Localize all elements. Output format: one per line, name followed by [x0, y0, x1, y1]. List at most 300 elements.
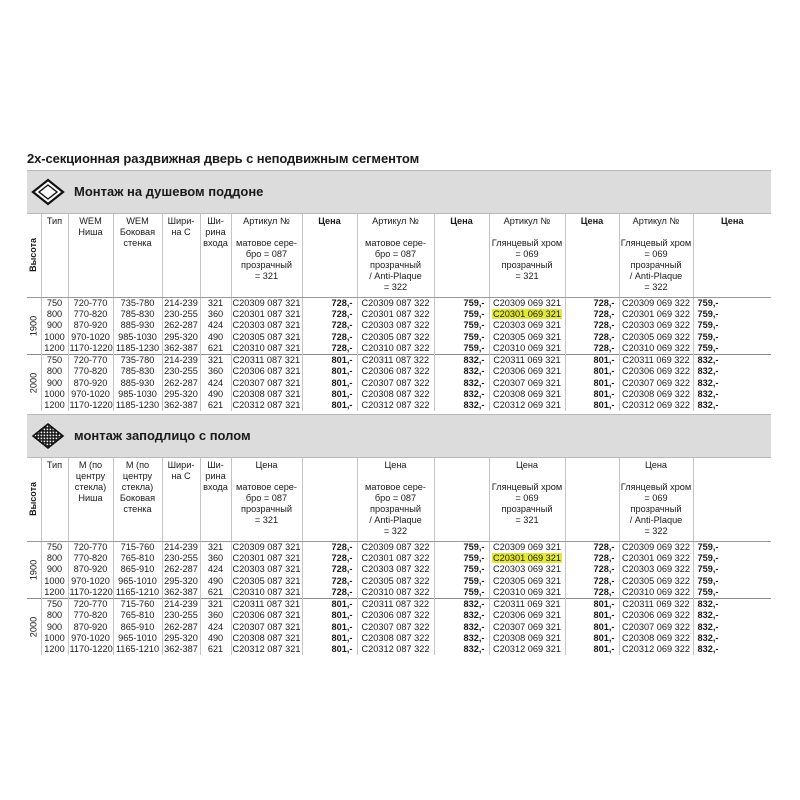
- price-table: [27, 214, 771, 411]
- spec-cell: 1200: [41, 644, 68, 655]
- price-cell: 801,-: [302, 378, 357, 389]
- spec-cell: 1000: [41, 575, 68, 586]
- price-cell: 832,-: [693, 389, 771, 400]
- spec-cell: 1165-1210: [113, 644, 162, 655]
- price-cell: 759,-: [434, 331, 489, 342]
- spec-cell: 900: [41, 622, 68, 633]
- price-cell: 759,-: [434, 297, 489, 309]
- spec-cell: 362-387: [162, 644, 200, 655]
- article-cell: C20306 087 322: [357, 610, 434, 621]
- article-4-header: Цена Глянцевый хром = 069 прозрачный / Anti-Plaque = 322: [619, 458, 693, 541]
- spec-cell: 230-255: [162, 553, 200, 564]
- spec-cell: 621: [200, 644, 231, 655]
- price-4-header: Цена: [693, 214, 771, 297]
- article-2-header: Цена матовое сере- бро = 087 прозрачный / Anti-Plaque = 322: [357, 458, 434, 541]
- price-cell: 759,-: [434, 564, 489, 575]
- highlighted-article: C20301 069 321: [493, 308, 561, 319]
- article-cell: C20309 087 322: [357, 541, 434, 553]
- article-cell: C20310 087 322: [357, 587, 434, 599]
- section-title: Монтаж на душевом поддоне: [74, 184, 264, 199]
- table-row: [27, 297, 771, 309]
- price-cell: 759,-: [693, 587, 771, 599]
- table-row: [27, 378, 771, 389]
- article-cell: C20303 087 321: [232, 564, 301, 575]
- table-row: [27, 389, 771, 400]
- spec-cell: 1185-1230: [113, 343, 162, 355]
- article-cell: C20310 069 322: [619, 587, 693, 599]
- price-cell: 801,-: [302, 366, 357, 377]
- price-cell: 832,-: [693, 366, 771, 377]
- width-c-header: Шири- на С: [162, 214, 200, 297]
- article-cell: C20309 087 321: [232, 541, 301, 552]
- article-cell: C20309 087 321: [232, 297, 301, 308]
- price-cell: 801,-: [302, 389, 357, 400]
- article-cell: C20306 069 322: [619, 610, 693, 621]
- height-value: 2000: [27, 598, 41, 655]
- price-cell: 759,-: [693, 297, 771, 309]
- article-cell: C20305 087 321: [232, 575, 301, 586]
- spec-cell: 765-810: [113, 553, 162, 564]
- spec-cell: 720-770: [68, 297, 113, 309]
- spec-cell: 295-320: [162, 633, 200, 644]
- spec-cell: 1170-1220: [69, 342, 113, 353]
- spec-cell: 750: [41, 297, 68, 309]
- price-cell: 832,-: [693, 610, 771, 621]
- spec-cell: 230-255: [162, 309, 200, 320]
- spec-cell: 1170-1220: [69, 400, 113, 411]
- spec-cell: 621: [200, 400, 231, 411]
- type-header: Тип: [41, 214, 68, 297]
- price-cell: 759,-: [434, 553, 489, 564]
- article-cell: C20305 069 321: [489, 575, 565, 586]
- article-cell: C20308 069 322: [619, 389, 693, 400]
- price-cell: 832,-: [434, 400, 489, 411]
- side-wall-header: WEM Боковая стенка: [113, 214, 162, 297]
- price-cell: 801,-: [565, 354, 619, 366]
- spec-cell: 321: [200, 598, 231, 610]
- table-row: [27, 575, 771, 586]
- spec-cell: 424: [200, 622, 231, 633]
- price-cell: 832,-: [693, 354, 771, 366]
- article-cell: C20308 087 322: [357, 389, 434, 400]
- height-header: Высота: [27, 458, 41, 541]
- section-shower-tray: [27, 170, 771, 411]
- article-cell: C20311 087 322: [357, 354, 434, 366]
- niche-header: М (по центру стекла) Ниша: [68, 458, 113, 541]
- article-cell: C20310 069 321: [489, 587, 565, 599]
- price-cell: 801,-: [565, 389, 619, 400]
- article-cell: C20310 069 322: [619, 343, 693, 355]
- spec-cell: 360: [200, 309, 231, 320]
- article-cell: C20312 069 322: [619, 400, 693, 411]
- article-cell: C20309 069 322: [619, 297, 693, 309]
- spec-cell: 715-760: [113, 598, 162, 610]
- spec-cell: 965-1010: [113, 575, 162, 586]
- article-cell: C20312 087 322: [357, 644, 434, 655]
- table-row: [27, 633, 771, 644]
- price-1-header: [302, 458, 357, 541]
- article-cell: C20308 069 322: [619, 633, 693, 644]
- price-cell: 832,-: [434, 622, 489, 633]
- price-cell: 832,-: [434, 633, 489, 644]
- price-cell: 801,-: [302, 400, 357, 411]
- spec-cell: 1000: [41, 389, 68, 400]
- spec-cell: 1165-1210: [113, 587, 162, 599]
- article-1-header: Цена матовое сере- бро = 087 прозрачный = 321: [231, 458, 302, 541]
- spec-cell: 214-239: [162, 297, 200, 309]
- price-cell: 728,-: [565, 309, 619, 320]
- price-cell: 759,-: [434, 309, 489, 320]
- spec-cell: 362-387: [162, 587, 200, 599]
- price-cell: 801,-: [302, 622, 357, 633]
- price-3-header: [565, 458, 619, 541]
- price-2-header: Цена: [434, 214, 489, 297]
- price-cell: 832,-: [693, 633, 771, 644]
- price-cell: 759,-: [693, 564, 771, 575]
- spec-cell: 360: [200, 366, 231, 377]
- article-cell: C20306 069 321: [489, 366, 565, 377]
- article-cell: C20312 087 321: [232, 644, 301, 655]
- article-cell: C20303 069 321: [489, 320, 565, 331]
- spec-cell: 785-830: [113, 366, 162, 377]
- price-cell: 728,-: [565, 343, 619, 355]
- price-1-header: Цена: [302, 214, 357, 297]
- side-wall-header: М (по центру стекла) Боковая стенка: [113, 458, 162, 541]
- article-cell: C20303 069 321: [489, 564, 565, 575]
- price-cell: 832,-: [434, 378, 489, 389]
- spec-cell: 1200: [41, 400, 68, 411]
- price-cell: 728,-: [565, 553, 619, 564]
- table-row: [27, 564, 771, 575]
- price-cell: 832,-: [434, 366, 489, 377]
- article-cell: C20310 069 321: [489, 343, 565, 355]
- article-cell: C20312 069 321: [489, 644, 565, 655]
- spec-cell: 800: [41, 610, 68, 621]
- spec-cell: 735-780: [113, 297, 162, 309]
- spec-cell: 490: [200, 633, 231, 644]
- spec-cell: 870-920: [68, 564, 113, 575]
- table-row: [27, 598, 771, 610]
- article-cell: C20307 087 321: [232, 377, 301, 388]
- article-cell: C20307 087 322: [357, 378, 434, 389]
- table-row: [27, 354, 771, 366]
- table-row: [27, 610, 771, 621]
- article-cell: C20303 087 321: [232, 320, 301, 331]
- price-cell: 728,-: [302, 297, 357, 309]
- article-cell: C20301 087 322: [357, 553, 434, 564]
- article-cell: C20309 069 321: [489, 541, 565, 553]
- spec-cell: 985-1030: [113, 331, 162, 342]
- spec-cell: 360: [200, 610, 231, 621]
- price-cell: 832,-: [693, 622, 771, 633]
- section-flush-floor: [27, 414, 771, 655]
- spec-cell: 800: [41, 309, 68, 320]
- price-cell: 832,-: [693, 400, 771, 411]
- highlighted-article: C20301 069 321: [493, 552, 561, 563]
- price-cell: 832,-: [693, 378, 771, 389]
- article-cell: C20301 087 321: [232, 552, 301, 563]
- article-cell: C20307 069 321: [489, 378, 565, 389]
- article-cell: C20308 069 321: [489, 633, 565, 644]
- spec-cell: 295-320: [162, 389, 200, 400]
- spec-cell: 214-239: [162, 598, 200, 610]
- niche-header: WEM Ниша: [68, 214, 113, 297]
- price-cell: 801,-: [565, 610, 619, 621]
- article-cell: C20303 069 322: [619, 564, 693, 575]
- spec-cell: 720-770: [68, 541, 113, 553]
- article-4-header: Артикул № Глянцевый хром = 069 прозрачный / Anti-Plaque = 322: [619, 214, 693, 297]
- price-cell: 728,-: [565, 564, 619, 575]
- spec-cell: 970-1020: [68, 331, 113, 342]
- spec-cell: 770-820: [68, 553, 113, 564]
- floor-drain-icon: [27, 415, 69, 457]
- spec-cell: 900: [41, 564, 68, 575]
- article-cell: C20310 087 321: [232, 342, 301, 353]
- price-cell: 759,-: [693, 553, 771, 564]
- height-value: 1900: [27, 541, 41, 598]
- spec-cell: 865-910: [113, 564, 162, 575]
- price-cell: 759,-: [693, 343, 771, 355]
- price-cell: 801,-: [302, 633, 357, 644]
- table-row: [27, 309, 771, 320]
- article-cell: C20305 087 322: [357, 575, 434, 586]
- article-cell: C20309 069 321: [489, 297, 565, 309]
- price-cell: 728,-: [302, 587, 357, 599]
- article-cell: C20306 087 322: [357, 366, 434, 377]
- table-row: [27, 553, 771, 564]
- price-cell: 728,-: [302, 309, 357, 320]
- price-cell: 801,-: [302, 610, 357, 621]
- article-cell: C20305 069 321: [489, 331, 565, 342]
- price-cell: 728,-: [302, 331, 357, 342]
- price-cell: 759,-: [434, 541, 489, 553]
- spec-cell: 490: [200, 575, 231, 586]
- article-cell: C20303 069 322: [619, 320, 693, 331]
- shower-tray-icon: [27, 171, 69, 213]
- spec-cell: 424: [200, 564, 231, 575]
- price-table: [27, 458, 771, 655]
- spec-cell: 750: [41, 541, 68, 553]
- price-cell: 759,-: [434, 575, 489, 586]
- price-cell: 801,-: [565, 378, 619, 389]
- spec-cell: 1000: [41, 633, 68, 644]
- article-2-header: Артикул № матовое сере- бро = 087 прозрачный / Anti-Plaque = 322: [357, 214, 434, 297]
- price-cell: 728,-: [565, 297, 619, 309]
- article-cell: C20311 087 321: [232, 599, 301, 610]
- spec-cell: 214-239: [162, 541, 200, 553]
- article-cell: C20301 069 322: [619, 553, 693, 564]
- article-cell: C20301 087 321: [232, 308, 301, 319]
- price-cell: 801,-: [565, 633, 619, 644]
- price-cell: 801,-: [565, 366, 619, 377]
- price-cell: 759,-: [693, 320, 771, 331]
- table-row: [27, 400, 771, 411]
- price-cell: 832,-: [434, 644, 489, 655]
- price-cell: 759,-: [693, 575, 771, 586]
- article-cell: C20301 087 322: [357, 309, 434, 320]
- price-cell: 832,-: [434, 598, 489, 610]
- spec-cell: 900: [41, 378, 68, 389]
- width-c-header: Шири- на С: [162, 458, 200, 541]
- article-cell: C20309 069 322: [619, 541, 693, 553]
- article-3-header: Цена Глянцевый хром = 069 прозрачный = 321: [489, 458, 565, 541]
- article-cell: C20311 069 321: [489, 354, 565, 366]
- price-cell: 759,-: [434, 343, 489, 355]
- spec-cell: 230-255: [162, 610, 200, 621]
- table-row: [27, 622, 771, 633]
- price-cell: 801,-: [565, 644, 619, 655]
- article-cell: C20301 069 322: [619, 309, 693, 320]
- table-row: [27, 587, 771, 599]
- spec-cell: 885-930: [113, 378, 162, 389]
- table-body: [27, 541, 771, 655]
- article-cell: C20306 087 321: [232, 366, 301, 377]
- price-cell: 728,-: [302, 575, 357, 586]
- table-row: [27, 343, 771, 355]
- spec-cell: 800: [41, 553, 68, 564]
- spec-cell: 262-287: [162, 320, 200, 331]
- spec-cell: 1200: [41, 343, 68, 355]
- spec-cell: 785-830: [113, 309, 162, 320]
- spec-cell: 715-760: [113, 541, 162, 553]
- spec-cell: 800: [41, 366, 68, 377]
- spec-cell: 321: [200, 354, 231, 366]
- section-title: монтаж заподлицо с полом: [74, 428, 251, 443]
- spec-cell: 870-920: [68, 320, 113, 331]
- spec-cell: 262-287: [162, 378, 200, 389]
- table-row: [27, 320, 771, 331]
- price-cell: 728,-: [302, 343, 357, 355]
- article-cell: C20305 087 322: [357, 331, 434, 342]
- price-cell: 801,-: [302, 644, 357, 655]
- article-cell: C20307 069 321: [489, 622, 565, 633]
- article-cell: C20303 087 322: [357, 564, 434, 575]
- spec-cell: 720-770: [68, 354, 113, 366]
- article-cell: C20311 087 322: [357, 598, 434, 610]
- article-cell: C20308 069 321: [489, 389, 565, 400]
- table-row: [27, 366, 771, 377]
- height-header: Высота: [27, 214, 41, 297]
- article-cell: C20308 087 322: [357, 633, 434, 644]
- article-cell: C20307 069 322: [619, 378, 693, 389]
- spec-cell: 720-770: [68, 598, 113, 610]
- spec-cell: 621: [200, 587, 231, 599]
- spec-cell: 970-1020: [68, 389, 113, 400]
- article-cell: C20307 087 321: [232, 621, 301, 632]
- spec-cell: 1185-1230: [113, 400, 162, 411]
- spec-cell: 735-780: [113, 354, 162, 366]
- price-cell: 832,-: [693, 598, 771, 610]
- article-1-header: Артикул № матовое сере- бро = 087 прозрачный = 321: [231, 214, 302, 297]
- price-cell: 728,-: [565, 587, 619, 599]
- article-cell: C20312 069 322: [619, 644, 693, 655]
- price-3-header: Цена: [565, 214, 619, 297]
- article-cell: C20307 087 322: [357, 622, 434, 633]
- spec-cell: 321: [200, 541, 231, 553]
- article-cell: [489, 309, 565, 320]
- spec-cell: 262-287: [162, 622, 200, 633]
- spec-cell: 362-387: [162, 400, 200, 411]
- spec-cell: 765-810: [113, 610, 162, 621]
- spec-cell: 214-239: [162, 354, 200, 366]
- spec-cell: 900: [41, 320, 68, 331]
- height-value: 1900: [27, 297, 41, 354]
- article-cell: C20311 069 321: [489, 598, 565, 610]
- spec-cell: 985-1030: [113, 389, 162, 400]
- article-cell: C20305 069 322: [619, 331, 693, 342]
- article-cell: C20306 069 321: [489, 610, 565, 621]
- spec-cell: 424: [200, 378, 231, 389]
- spec-cell: 1170-1220: [69, 644, 113, 655]
- price-2-header: [434, 458, 489, 541]
- price-cell: 832,-: [434, 610, 489, 621]
- spec-cell: 1200: [41, 587, 68, 599]
- article-cell: [489, 553, 565, 564]
- spec-cell: 321: [200, 297, 231, 309]
- type-header: Тип: [41, 458, 68, 541]
- article-cell: C20306 087 321: [232, 610, 301, 621]
- spec-cell: 970-1020: [68, 575, 113, 586]
- price-cell: 759,-: [434, 587, 489, 599]
- article-cell: C20307 069 322: [619, 622, 693, 633]
- spec-cell: 1170-1220: [69, 586, 113, 597]
- price-cell: 728,-: [302, 320, 357, 331]
- price-cell: 832,-: [693, 644, 771, 655]
- entry-width-header: Ши- рина входа: [200, 214, 231, 297]
- spec-cell: 295-320: [162, 575, 200, 586]
- price-cell: 832,-: [434, 354, 489, 366]
- spec-cell: 362-387: [162, 343, 200, 355]
- price-cell: 728,-: [565, 320, 619, 331]
- price-cell: 728,-: [302, 541, 357, 553]
- spec-cell: 750: [41, 354, 68, 366]
- price-4-header: [693, 458, 771, 541]
- article-cell: C20305 069 322: [619, 575, 693, 586]
- price-cell: 728,-: [565, 331, 619, 342]
- spec-cell: 870-920: [68, 378, 113, 389]
- spec-cell: 621: [200, 343, 231, 355]
- section-header: [27, 170, 771, 214]
- article-cell: C20306 069 322: [619, 366, 693, 377]
- price-cell: 728,-: [565, 541, 619, 553]
- price-cell: 759,-: [693, 309, 771, 320]
- article-cell: C20311 069 322: [619, 598, 693, 610]
- article-cell: C20310 087 321: [232, 586, 301, 597]
- spec-cell: 870-920: [68, 622, 113, 633]
- price-cell: 832,-: [434, 389, 489, 400]
- price-cell: 728,-: [302, 553, 357, 564]
- spec-cell: 360: [200, 553, 231, 564]
- article-cell: C20308 087 321: [232, 633, 301, 644]
- article-cell: C20311 069 322: [619, 354, 693, 366]
- table-row: [27, 644, 771, 655]
- price-cell: 759,-: [693, 541, 771, 553]
- spec-cell: 885-930: [113, 320, 162, 331]
- article-cell: C20309 087 322: [357, 297, 434, 309]
- height-value: 2000: [27, 354, 41, 411]
- spec-cell: 750: [41, 598, 68, 610]
- article-cell: C20308 087 321: [232, 389, 301, 400]
- article-cell: C20311 087 321: [232, 355, 301, 366]
- table-body: [27, 297, 771, 411]
- price-cell: 728,-: [302, 564, 357, 575]
- price-cell: 801,-: [565, 598, 619, 610]
- spec-cell: 490: [200, 331, 231, 342]
- entry-width-header: Ши- рина входа: [200, 458, 231, 541]
- section-header: [27, 414, 771, 458]
- price-cell: 801,-: [565, 622, 619, 633]
- spec-cell: 295-320: [162, 331, 200, 342]
